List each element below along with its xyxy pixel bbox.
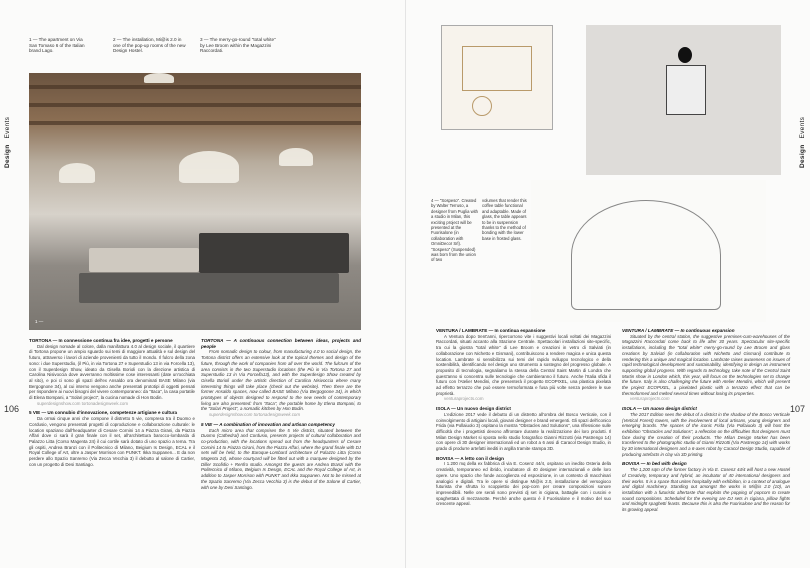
text-column-english: TORTONA — A continuous connection between ideas, projects and people From nomadic design to colour, from manufacturing 4.0 to social design, the Tortona district offers an extensive look at the topical themes and design of the future, through the work of companies from all over the world. The fulcrum of the area consists in the two Superstudio locations (the Più in Via Tortona 27 and Superstudio 13 in Via Forcella13), and with the Superdesign Show created by Gisella Borioli under the artistic direction of Carolina Nisivoccia where many interesting things will take place (check out the website). Then there are the former Ansaldo spaces, now called BASE Milano (Via Bergognone 34), in which prototypes of objects designed to respond to the new needs of contemporary living are also presented: from "Itaca", the portable home by Elena Bompani, to the "Solari Project", a nomadic kitchen by Hon Bodin. superdesignshow.com tortonadesignweek.com 5 VIE — A combination of innovation and artisan competency Each micro area that comprises the 5 Vie district, situated between the Duomo (Cathedral) and Cordusio, presents projects of cultural collaboration and co-production, with the locations spread out from the headquarters of Cesare Cornini 14 to Piazza Girani, from the Piazza Affari, where the grand finale with DJ sets will be held, to the Baroque-Lombard architecture of Palazzo Litta (Corso Magenta 24), whose courtyard will be fitted out with a marquee designed by the Diller Scofidio + Renfro studio. Amongst the guests are Andrea Branzi with the Politecnico di Milano, Belgium Is Design, ECAL and the Royal College of Art, in addition to Jasper Morrison with PUNKT and Ikka Suppanen. Not to be missed at the Spazio Sanremo (Via Zecca Vecchia 3) is the debut of the Salone di Cartier, with one by Desi Santiago. [201,338,361,490]
apartment-photo [29,73,361,330]
table-photo [586,25,781,175]
caption-2: 2 — The installation, Mi@is 2.0 in one of the pop-up rooms of the new Design Hostel. [113,37,186,54]
section-label: DesignEvents [799,116,806,168]
link[interactable]: venturaprojects.com [630,396,670,402]
caption-4: 4 — "Sospeso". Created by Walter Terruso, a designer from Puglia with a studio in Milan, this exciting project will be presented at the Fuorisalone (in collaboration with OmniDecor Srl). "Sospeso" (Suspended) was born from the union of two [431,198,479,263]
page-number: 106 [4,404,20,414]
link[interactable]: venturaprojects.com [444,396,484,402]
right-page [405,0,810,568]
cart-sketch-image [441,25,553,130]
caption-1: 1 — The apartment on Via San Tomaso 6 of the Italian brand Lago. [29,37,85,54]
section-label: DesignEvents [4,116,11,168]
text-column-italian: TORTONA — In connessione continua fra idee, progetti e persone Dal design nomade al colore, dalla manifattura 4.0 al design sociale, il quartiere di Tortona propone un ampio sguardo sui temi di maggiore attualità e sul design del futuro, attraverso i lavori di aziende provenienti da tutto il mondo. Il fulcro della zona sono: i due Superstudio, (il Più, in via Tortona 27 e Superstudio 13 in via Forcella 13), con il Superdesign Show, ideato da Gisella Borioli con la direzione artistica di Carolina Nisivoccia dove avverranno moltissime cose interessanti (date un'occhiata al sito), e poi ci sono gli spazi dell'ex Ansaldo ora denominati BASE Milano (via Bergognone 34), al cui interno vengono anche presentati prototipi di oggetti pensati per rispondere ai nuovi bisogni del vivere contemporaneo: da "Itaca", la casa portatile di Elena Bompani, a "Solari project", la cucina nomade di Hon Bodin. superdesignshow.com tortonadesignweek.com 5 VIE — Un connubio d'innovazione, competenze artigiane e cultura Da ormai cinque anni che compone il distretto 5 vie, compresa tra il Duomo e Cordusio, vengono presentati progetti di coproduzione e collaborazione culturale: le location spaziano dall'headquarter di Cesare Cornini 14 a Piazza Girani, da Piazza Affari dove ci sarà il gran finale con il set, all'architettura barocco-lombarda di Palazzo Litta (Corso Magenta 24) il cui cortile sarà dotato di uno spazio a tema. Tra gli ospiti, Andrea Branzi con il Politecnico di Milano, Beigium Is Design, ECAL e il Royal College of Art, oltre a Jasper Morrison con PUNKT. Ikka Suppanen... E da non perdere allo Spazio Sanremo (Via Zecca Vecchia 3) il debutto al salone di Cartier, con un progetto di Desi Santiago. [29,338,195,467]
photo-label: 1 — [35,319,44,324]
link[interactable]: superdesignshow.com tortonadesignweek.com [37,400,129,406]
link[interactable]: superdesignshow.com tortonadesignweek.com [209,412,301,418]
text-column-italian: VENTURA / LAMBRATE — In continua espansione A Ventura dopo trent'anni, ripercorrono vite i suggestivi locali voltati dei Magazzini Raccordati, situati accanto alla Stazione Centrale. Spettacolari installazioni site-specific, tra cui la giostra "total white" di Lee Broom e creazioni in vetro di Salviati (in collaborazione con Nichetto e Gismani), contribuiscono a rendere magica e unica questa location. Lambrate si sensibilizza sui temi del rapido sviluppo tecnologico e della sostenibilità, identificando nel design uno strumento a sostegno del progresso globale. A proposito di tecnologia, segnaliamo la stessa della Central Saint Martin di Londra che quest'anno si concentra sulle tecnologie che cambieranno il futuro. Anche l'Italia sfida il futuro con l'Atelier Mendini, che presenterà il progetto ECOPIXEL, una plastica pixelata ad effetto terrazzo che può essere termoformata e fusa più volte senza perdere le sue proprietà. venturaprojects.com ISOLA — Un nuovo design district L'edizione 2017 vede il debutto di un distretto all'ombra del Bosco Verticale, con il coinvolgimento di artigiani locali, giovani designer e brand emergenti. Gli spazi dell'iconico Frida (via Pollaiuolo 3) ospitano la mostra "Obstacles and Solutions", una riflessione sulle difficoltà che i progettisti devono affrontare durante la realizzazione dei loro prodotti. Il Milan Design Market si sposta nello studio fotografico Gianni Rizzotti (via Pastrengo 14) con opere di 30 designer internazionali ed un robot a 6 assi di Caracol Design Studio, in grado di produrre artefatti inediti in argilla tramite stampa 3D. BOVISA — A letto con il design I 1.200 mq della ex fabbrica di via E. Cosenz 44/4, ospitano un inedito Osteria della creatività, temporaneo ed ibrido, incubatore di 40 designer internazionali e delle loro opere. Uno spazio che fonde accoglienza ed esposizione, in un contesto di macchinari analogici e digitali. Tra le opere si distingue Mi@is 2.0, installazione del versogioco futurista che sfrutta lo scoppiettio dei pop-corn per creare composizioni sonore imprevedibili. Nelle ore serali sono previsti dj set in cigiana, battaglie con i cuscini e spaghettata di mezzanotte. Perché anche questo è il Fuorisalone e il motivo del suo crescente appeal. [436,328,611,507]
caption-3: 3 — The merry-go-round "total white" by Lee Broom within the Magazzini Raccordati. [200,37,276,54]
caption-4-cont: volumes that render this coffee table functional and adaptable. Made of glass, the table appears to be in suspension thanks to the method of bonding with the lower base in frosted glass. [482,198,527,241]
carousel-sketch-image [531,180,766,322]
text-column-english: VENTURA / LAMBRATE — In continuous expansion Situated by the central station, the suggestive premises-cum-warehouses of the Magazzini Raccordati come back to life after 30 years. Spectacular site-specific installations, including the "total white" merry-go-round by Lee Broom and glass creations by Salviati (in collaboration with Nichetto and Gismani) contribute to rendering this a unique and magical location. Lambrate raises awareness on issues of rapid technological development and sustainability, identifying in design an instrument supporting global progress. With regards to technology, take note of the Central Saint Martin show in London which, this year, will focus on the technologies set to change the future. Italy is also challenging the future with Atelier Mendini, which will present the project ECOPIXEL, a pixelated plastic with a terrazzo effect that can be thermoformed and melted several times without losing its properties. venturaprojects.com ISOLA — Un nuovo design district The 2017 Edition sees the debut of a district in the shadow of the Bosco Verticale (Vertical Forest) towers, with the involvement of local artisans, young designers and emerging brands. The spaces of the iconic Frida (Via Pollaiuolo 3) will host the exhibition "Obstacles and Solutions", a reflection on the difficulties that designers must face during the creation of their products. The Milan Design Market has been transferred to the photographic studio of Gianni Rizzotti (Via Pastrengo 14) with works by 30 international designers and a 6-axes robot by Caracol Design Studio, capable of producing artefacts in clay via 3D printing. BOVISA — In bed with design The 1,200 sqm of the former factory in Via E. Cosenz 44/4 will host a new Hostel of Creativity, temporary and hybrid, an incubator of 40 international designers and their works. It is a space that unites hospitality with exhibition, in a context of analogue and digital machinery. Standing out amongst the works is Mi@is 2.0 (10), an installation with a futuristic aftertaste that exploits the popping of popcorn to create sound compositions. Scheduled for the evening are DJ sets in cigiana, pillow fights and midnight spaghetti feasts. Because this is also the Fuorisalone and the reason for its growing appeal. [622,328,790,513]
page-number: 107 [790,404,806,414]
